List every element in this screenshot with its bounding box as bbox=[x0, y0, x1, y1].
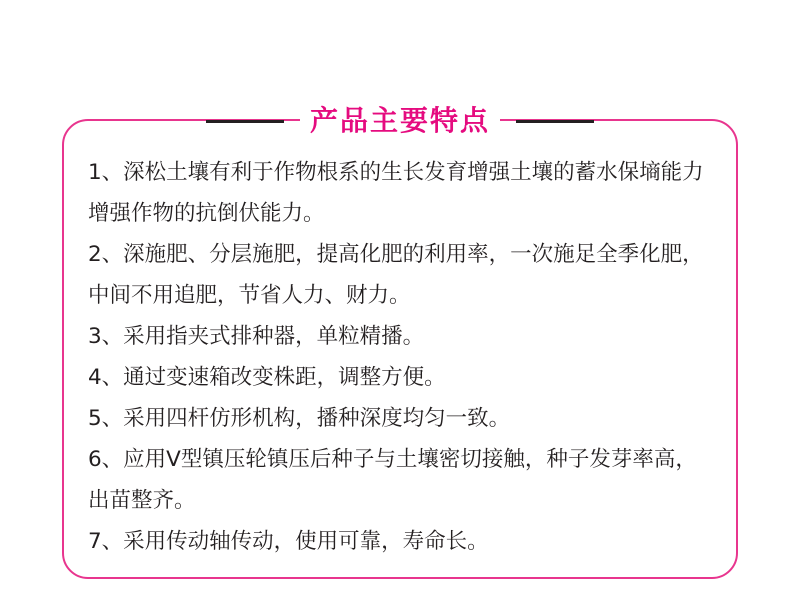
list-item: 2、深施肥、分层施肥，提高化肥的利用率，一次施足全季化肥，中间不用追肥，节省人力、财力。 bbox=[88, 242, 704, 308]
list-item: 3、采用指夹式排种器，单粒精播。 bbox=[88, 324, 425, 349]
feature-list bbox=[88, 152, 716, 562]
list-item: 4、通过变速箱改变株距，调整方便。 bbox=[88, 365, 446, 390]
list-item: 6、应用V型镇压轮镇压后种子与土壤密切接触，种子发芽率高，出苗整齐。 bbox=[88, 447, 697, 513]
page-title: 产品主要特点 bbox=[300, 107, 500, 135]
list-item: 7、采用传动轴传动，使用可靠，寿命长。 bbox=[88, 529, 489, 554]
list-item: 5、采用四杆仿形机构，播种深度均匀一致。 bbox=[88, 406, 511, 431]
list-item: 1、深松土壤有利于作物根系的生长发育增强土壤的蓄水保墒能力增强作物的抗倒伏能力。 bbox=[88, 160, 704, 226]
